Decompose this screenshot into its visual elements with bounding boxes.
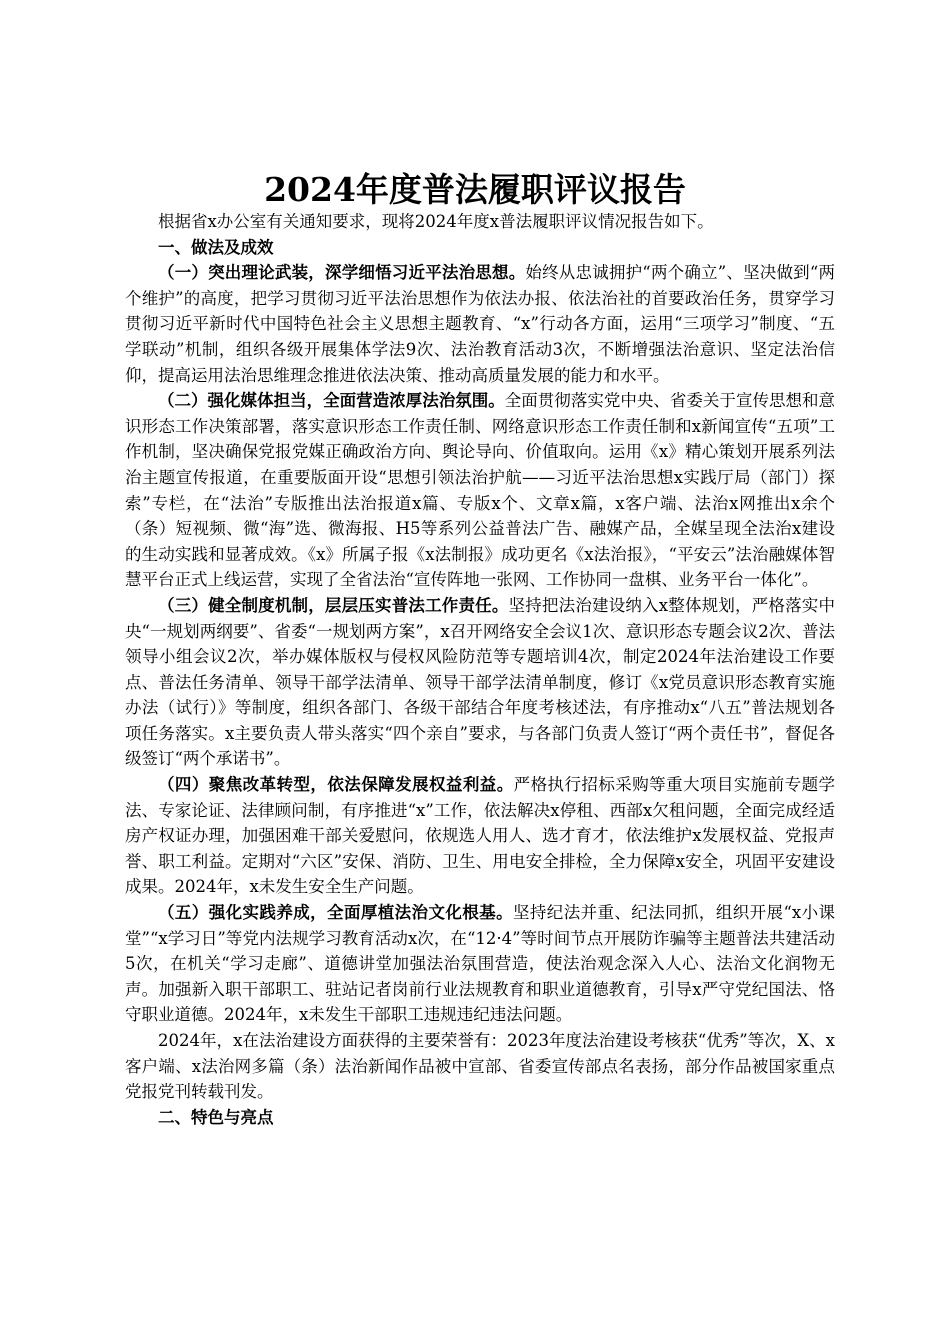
paragraph-3-lead: （三）健全制度机制，层层压实普法工作责任。 [158, 595, 509, 615]
section-heading-2: 二、特色与亮点 [158, 1107, 274, 1127]
paragraph-2 [125, 388, 835, 593]
paragraph-5-text: 坚持纪法并重、纪法同抓，组织开展“x小课堂”“x学习日”等党内法规学习教育活动x次，在“12·4”等时间节点开展防诈骗等主题普法共建活动5次，在机关“学习走廊”、道德讲堂加强法治氛围营造，使法治观念深入人心、法治文化润物无声。加强新入职干部职工、驻站记者岗前行业法规教育和职业道德教育，引导x严守党纪国法、恪守职业道德。2024年，x未发生干部职工违规违纪违法问题。 [125, 903, 835, 1025]
document-title: 2024年度普法履职评议报告 [264, 170, 686, 209]
document-body [125, 209, 835, 1130]
paragraph-3-text: 坚持把法治建设纳入x整体规划，严格落实中央“一规划两纲要”、省委“一规划两方案”，x召开网络安全会议1次、意识形态专题会议2次、普法领导小组会议2次，举办媒体版权与侵权风险防范等专题培训4次，制定2024年法治建设工作要点、普法任务清单、领导干部学法清单、领导干部学法清单制度，修订《x党员意识形态教育实施办法（试行）》等制度，组织各部门、各级干部结合年度考核述法，有序推动x“八五”普法规划各项任务落实。x主要负责人带头落实“四个亲自”要求，与各部门负责人签订“两个责任书”，督促各级签订“两个承诺书”。 [125, 595, 836, 769]
paragraph-1-text: 始终从忠诚拥护“两个确立”、坚决做到“两个维护”的高度，把学习贯彻习近平法治思想作为依法办报、依法治社的首要政治任务，贯穿学习贯彻习近平新时代中国特色社会主义思想主题教育、“x”行动各方面，运用“三项学习”制度、“五学联动”机制，组织各级开展集体学法9次、法治教育活动3次，不断增强法治意识、坚定法治信仰，提高运用法治思维理念推进依法决策、推动高质量发展的能力和水平。 [125, 263, 836, 385]
paragraph-2-lead: （二）强化媒体担当，全面营造浓厚法治氛围。 [158, 391, 505, 411]
paragraph-5 [125, 900, 835, 1028]
paragraph-1-lead: （一）突出理论武装，深学细悟习近平法治思想。 [158, 263, 526, 283]
honors-paragraph: 2024年，x在法治建设方面获得的主要荣誉有：2023年度法治建设考核获“优秀”等次，X、x客户端、x法治网多篇（条）法治新闻作品被中宣部、省委宣传部点名表扬，部分作品被国家重点党报党刊转载刊发。 [125, 1031, 835, 1102]
intro-paragraph: 根据省x办公室有关通知要求，现将2024年度x普法履职评议情况报告如下。 [158, 212, 714, 231]
paragraph-4-lead: （四）聚焦改革转型，依法保障发展权益利益。 [158, 775, 514, 795]
paragraph-5-lead: （五）强化实践养成，全面厚植法治文化根基。 [158, 903, 513, 923]
paragraph-1 [125, 260, 835, 388]
section-heading-1: 一、做法及成效 [158, 237, 274, 257]
paragraph-3 [125, 593, 835, 772]
paragraph-2-text: 全面贯彻落实党中央、省委关于宣传思想和意识形态工作决策部署，落实意识形态工作责任制、网络意识形态工作责任制和x新闻宣传“五项”工作机制，坚决确保党报党媒正确政治方向、舆论导向、价值取向。运用《x》精心策划开展系列法治主题宣传报道，在重要版面开设“思想引领法治护航——习近平法治思想x实践厅局（部门）探索”专栏，在“法治”专版推出法治报道x篇、专版x个、文章x篇，x客户端、法治x网推出x余个（条）短视频、微“海”选、微海报、H5等系列公益普法广告、融媒产品，全媒呈现全法治x建设的生动实践和显著成效。《x》所属子报《x法制报》成功更名《x法治报》，“平安云”法治融媒体智慧平台正式上线运营，实现了全省法治“宣传阵地一张网、工作协同一盘棋、业务平台一体化”。 [125, 391, 836, 590]
paragraph-4-text: 严格执行招标采购等重大项目实施前专题学法、专家论证、法律顾问制，有序推进“x”工作，依法解决x停租、西部x欠租问题，全面完成经适房产权证办理，加强困难干部关爱慰问，依规选人用人、选才育才，依法维护x发展权益、党报声誉、职工利益。定期对“六区”安保、消防、卫生、用电安全排检，全力保障x安全，巩固平安建设成果。2024年，x未发生安全生产问题。 [125, 775, 836, 897]
paragraph-4 [125, 772, 835, 900]
